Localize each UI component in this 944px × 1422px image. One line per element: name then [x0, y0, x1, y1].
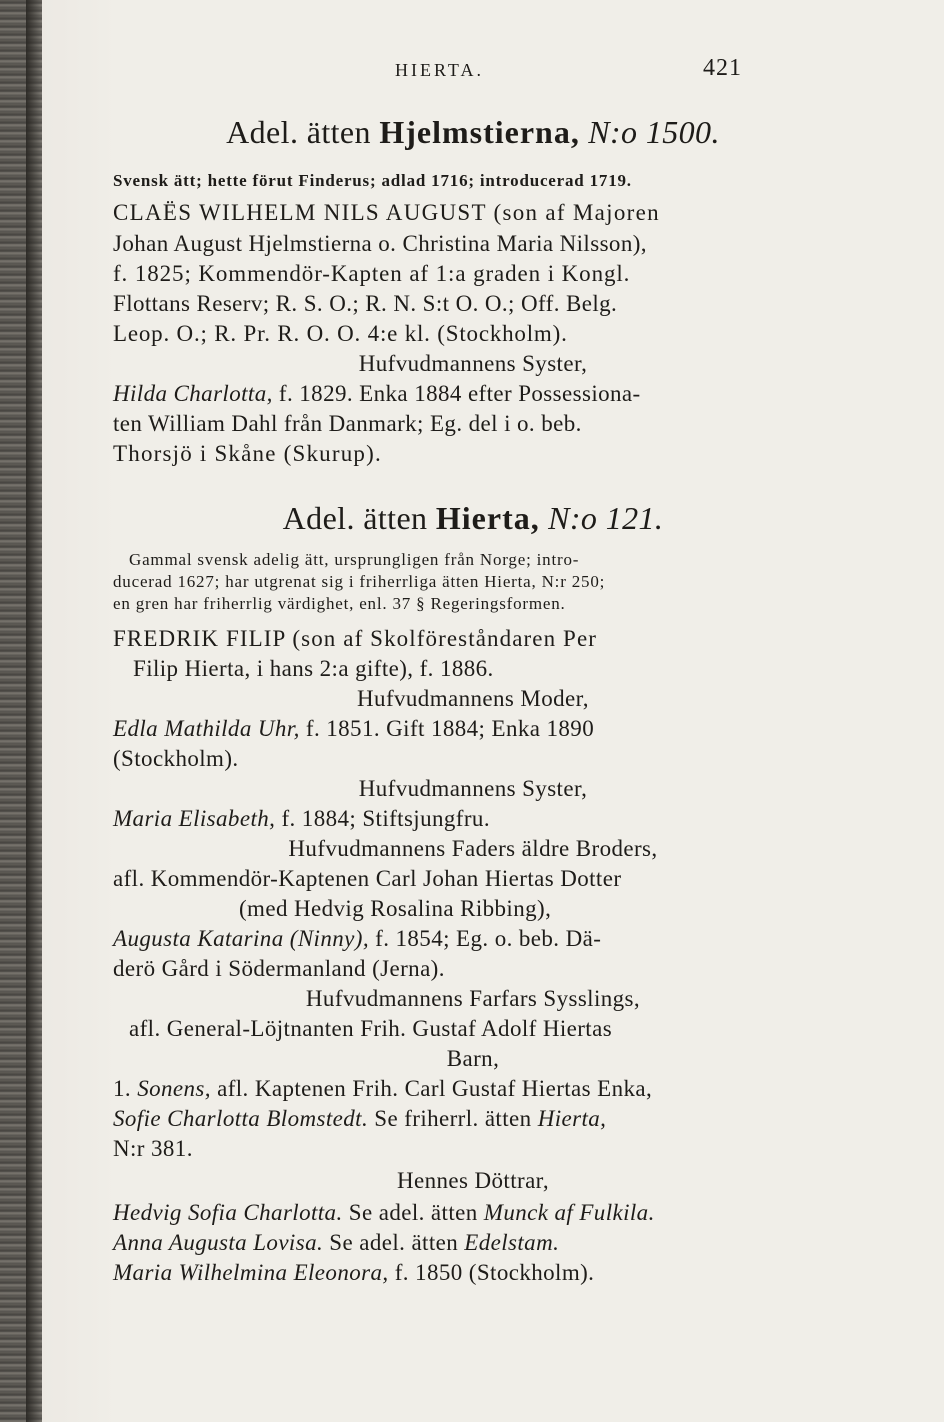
entry1-heading-name: Hjelmstierna, — [379, 114, 580, 150]
entry2-cousin-name: Augusta Katarina (Ninny), — [113, 926, 369, 951]
entry2-mother-head: Hufvudmannens Moder, — [357, 686, 589, 711]
binding-shadow — [26, 0, 42, 1422]
daughter-name: Hedvig Sofia Charlotta. — [113, 1200, 343, 1225]
entry2-heading-prefix: Adel. ätten — [282, 500, 428, 536]
entry1-line-2: Johan August Hjelmstierna o. Christina Maria Nilsson), — [113, 231, 647, 256]
entry2-son-prefix: 1. — [113, 1076, 132, 1101]
entry2-widow-name: Sofie Charlotta Blomstedt. — [113, 1106, 369, 1131]
entry2-heading — [113, 500, 833, 537]
daughter-rest: Se adel. ätten — [329, 1230, 459, 1255]
entry1-sister-line-3: Thorsjö i Skåne (Skurup). — [113, 441, 382, 466]
entry2-daughters-head: Hennes Döttrar, — [397, 1168, 549, 1193]
entry2-son-name: Sonens, — [137, 1076, 211, 1101]
entry2-cousin-rest: f. 1854; Eg. o. beb. Dä- — [375, 926, 602, 951]
entry2-heading-name: Hierta, — [435, 500, 540, 536]
entry1-sister-head: Hufvudmannens Syster, — [358, 351, 588, 376]
entry2-line-1: FREDRIK FILIP (son af Skolföreståndaren Per — [113, 626, 598, 651]
entry2-grand-line: afl. General-Löjtnanten Frih. Gustaf Adolf Hiertas — [129, 1016, 613, 1041]
daughter-ref: Munck af Fulkila. — [483, 1200, 655, 1225]
entry2-intro-1: Gammal svensk adelig ätt, ursprungligen från Norge; intro- — [129, 550, 580, 569]
entry1-sister-line — [113, 381, 641, 407]
entry2-widow-ref: Hierta, — [537, 1106, 607, 1131]
entry2-intro-2: ducerad 1627; har utgrenat sig i friherrliga ätten Hierta, N:r 250; — [113, 572, 606, 591]
daughter-rest: Se adel. ätten — [348, 1200, 478, 1225]
entry2-uncle-line-1: afl. Kommendör-Kaptenen Carl Johan Hiertas Dotter — [113, 866, 622, 891]
entry2-heading-no: N:o 121. — [548, 500, 664, 536]
entry1-sister-line-2: ten William Dahl från Danmark; Eg. del i o. beb. — [113, 411, 582, 436]
entry2-mother-city: (Stockholm). — [113, 746, 239, 771]
daughter-line — [113, 1260, 594, 1286]
entry1-heading-no: N:o 1500. — [588, 114, 720, 150]
entry2-widow-line — [113, 1106, 606, 1132]
entry2-cousin-line-2: derö Gård i Södermanland (Jerna). — [113, 956, 445, 981]
daughter-line — [113, 1200, 655, 1226]
entry2-cousin-line — [113, 926, 601, 952]
entry1-line-5: Leop. O.; R. Pr. R. O. O. 4:e kl. (Stockholm). — [113, 321, 568, 346]
entry2-uncle-head: Hufvudmannens Faders äldre Broders, — [288, 836, 658, 861]
entry2-son-rest: afl. Kaptenen Frih. Carl Gustaf Hiertas Enka, — [217, 1076, 653, 1101]
entry2-mother-rest: f. 1851. Gift 1884; Enka 1890 — [305, 716, 595, 741]
entry2-widow-rest: Se friherrl. ätten — [374, 1106, 532, 1131]
entry2-intro-3: en gren har friherrlig värdighet, enl. 37 § Regeringsformen. — [113, 594, 566, 613]
entry2-sister-line — [113, 806, 490, 832]
entry1-heading — [113, 114, 833, 151]
entry2-mother-line — [113, 716, 594, 742]
entry1-heading-prefix: Adel. ätten — [226, 114, 371, 150]
daughter-rest: f. 1850 (Stockholm). — [394, 1260, 595, 1285]
daughter-line — [113, 1230, 559, 1256]
entry1-sister-rest: f. 1829. Enka 1884 efter Possessiona- — [278, 381, 641, 406]
entry1-intro: Svensk ätt; hette förut Finderus; adlad 1716; introducerad 1719. — [113, 171, 632, 190]
entry2-sister-head: Hufvudmannens Syster, — [358, 776, 588, 801]
entry2-son-line — [113, 1076, 652, 1102]
entry1-sister-name: Hilda Charlotta, — [113, 381, 273, 406]
entry1-line-4: Flottans Reserv; R. S. O.; R. N. S:t O. O.; Off. Belg. — [113, 291, 618, 316]
entry2-sister-rest: f. 1884; Stiftsjungfru. — [281, 806, 490, 831]
entry2-children-head: Barn, — [446, 1046, 500, 1071]
entry1-line-3: f. 1825; Kommendör-Kapten af 1:a graden i Kongl. — [113, 261, 631, 286]
entry2-mother-name: Edla Mathilda Uhr, — [113, 716, 300, 741]
entry2-line-2: Filip Hierta, i hans 2:a gifte), f. 1886. — [133, 656, 494, 681]
entry2-grand-head: Hufvudmannens Farfars Sysslings, — [305, 986, 641, 1011]
daughter-name: Maria Wilhelmina Eleonora, — [113, 1260, 389, 1285]
daughter-ref: Edelstam. — [464, 1230, 560, 1255]
entry1-line-1: CLAËS WILHELM NILS AUGUST (son af Majoren — [113, 200, 660, 225]
entry2-sister-name: Maria Elisabeth, — [113, 806, 276, 831]
daughter-name: Anna Augusta Lovisa. — [113, 1230, 324, 1255]
entry2-uncle-line-2: (med Hedvig Rosalina Ribbing), — [239, 896, 552, 921]
entry2-widow-no: N:r 381. — [113, 1136, 193, 1161]
running-head: HIERTA. — [395, 60, 484, 80]
page-number: 421 — [703, 55, 742, 81]
